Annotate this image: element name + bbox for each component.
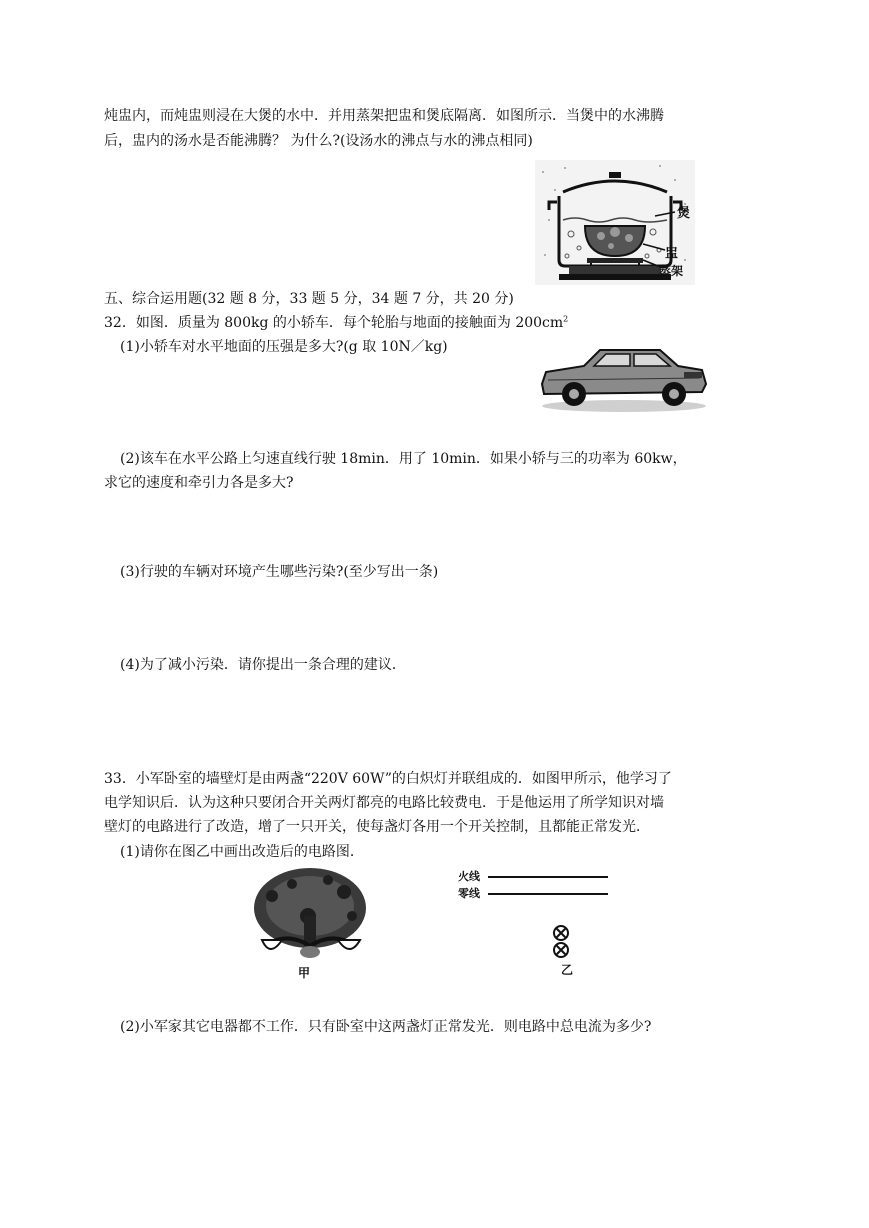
q32-part-2-line-2: 求它的速度和牵引力各是多大? xyxy=(104,475,294,491)
car-figure xyxy=(536,340,710,415)
rack-label: 蒸架 xyxy=(659,264,684,278)
q32-part-2-line-1: (2)该车在水平公路上匀速直线行驶 18min．用了 10min．如果小轿与三的功率为 60kw， xyxy=(120,451,687,467)
figure-a-label: 甲 xyxy=(298,966,311,980)
neutral-wire-label: 零线 xyxy=(458,887,480,900)
q33-line-3: 壁灯的电路进行了改造，增了一只开关，使每盏灯各用一个开关控制，且都能正常发光． xyxy=(104,819,650,835)
circuit-diagram xyxy=(458,868,618,980)
wall-lamp-illustration xyxy=(248,866,372,966)
q33-part-2: (2)小军家其它电器都不工作．只有卧室中这两盏灯正常发光．则电路中总电流为多少? xyxy=(120,1019,652,1035)
lamp-symbol-1 xyxy=(554,926,568,940)
q32-stem-text: 32．如图．质量为 800kg 的小轿车．每个轮胎与地面的接触面为 200cm xyxy=(104,315,564,331)
q32-part-3: (3)行驶的车辆对环境产生哪些污染?(至少写出一条) xyxy=(120,564,439,580)
pot-figure xyxy=(535,160,695,285)
intro-line-1: 炖盅内，而炖盅则浸在大煲的水中．并用蒸架把盅和煲底隔离．如图所示．当煲中的水沸腾 xyxy=(104,108,664,124)
lamp-symbol-2 xyxy=(554,943,568,957)
q32-stem-superscript: 2 xyxy=(563,314,569,324)
q33-part-1: (1)请你在图乙中画出改造后的电路图． xyxy=(120,844,364,860)
figure-b-label: 乙 xyxy=(561,963,574,977)
intro-line-2: 后，盅内的汤水是否能沸腾？ 为什么?(设汤水的沸点与水的沸点相同) xyxy=(104,133,533,149)
q32-part-4: (4)为了减小污染．请你提出一条合理的建议． xyxy=(120,657,406,673)
cup-label: 盅 xyxy=(665,246,679,261)
q32-stem xyxy=(104,314,568,332)
circuit-figure xyxy=(458,868,618,980)
q33-line-1: 33．小军卧室的墙壁灯是由两盏“220V 60W”的白炽灯并联组成的．如图甲所示，他学习了 xyxy=(104,771,672,787)
wall-lamp-figure xyxy=(248,866,372,982)
q33-line-2: 电学知识后．认为这种只要闭合开关两灯都亮的电路比较费电．于是他运用了所学知识对墙 xyxy=(104,795,664,811)
pot-label: 煲 xyxy=(677,206,691,221)
section-5-heading: 五、综合运用题(32 题 8 分，33 题 5 分，34 题 7 分，共 20 分) xyxy=(104,291,514,307)
live-wire-label: 火线 xyxy=(458,870,480,883)
q32-part-1: (1)小轿车对水平地面的压强是多大?(g 取 10N／kg) xyxy=(120,339,448,355)
car-illustration xyxy=(536,340,710,415)
